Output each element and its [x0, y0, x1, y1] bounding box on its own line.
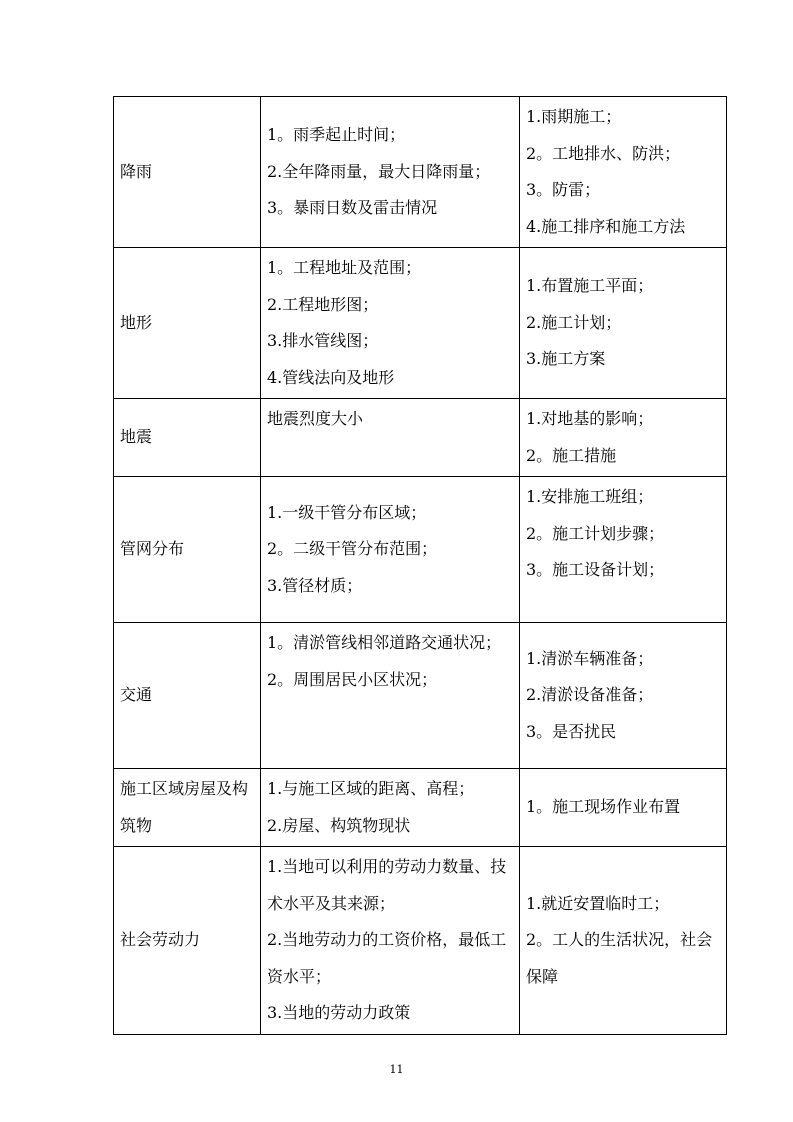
- purpose-line: 2。工人的生活状况，社会保障: [526, 930, 713, 986]
- page-number: 11: [389, 1063, 404, 1076]
- factor-cell: [114, 97, 261, 248]
- survey-cell: [261, 769, 520, 847]
- factor-label: 地震: [120, 427, 153, 447]
- purpose-line: 3。防雷；: [526, 180, 601, 199]
- purpose-cell: [520, 477, 727, 623]
- factor-cell: [114, 248, 261, 399]
- purpose-line: 4.施工排序和施工方法: [526, 216, 686, 236]
- table-row: [114, 477, 727, 623]
- purpose-line: 3。是否扰民: [526, 721, 617, 741]
- purpose-line: 1.布置施工平面；: [526, 276, 654, 296]
- survey-cell: [261, 97, 520, 248]
- purpose-line: 2。施工计划步骤；: [526, 523, 665, 543]
- purpose-line: 2。工地排水、防洪；: [526, 143, 681, 163]
- purpose-line: 1.雨期施工；: [526, 107, 622, 126]
- survey-line: 3.当地的劳动力政策: [267, 1003, 411, 1022]
- purpose-line: 1.安排施工班组；: [526, 487, 654, 506]
- purpose-line: 2.施工计划；: [526, 312, 622, 332]
- factor-cell: [114, 623, 261, 769]
- survey-table: [113, 96, 727, 1035]
- survey-cell: [261, 847, 520, 1035]
- survey-line: 1.当地可以利用的劳动力数量、技术水平及其来源；: [267, 857, 507, 913]
- factor-label: 施工区域房屋及构筑物: [120, 779, 249, 835]
- purpose-line: 3.施工方案: [526, 349, 606, 369]
- purpose-cell: [520, 769, 727, 847]
- survey-line: 1。雨季起止时间；: [267, 125, 406, 145]
- table-row: [114, 769, 727, 847]
- factor-cell: [114, 769, 261, 847]
- factor-label: 地形: [120, 312, 153, 332]
- survey-line: 2。周围居民小区状况；: [267, 669, 438, 689]
- survey-line: 2.房屋、构筑物现状: [267, 815, 411, 835]
- survey-line: 1。清淤管线相邻道路交通状况；: [267, 633, 502, 652]
- survey-line: 3.管径材质；: [267, 575, 363, 595]
- factor-label: 交通: [120, 685, 153, 705]
- table-row: [114, 399, 727, 477]
- survey-line: 3.排水管线图；: [267, 331, 379, 350]
- table-row: [114, 623, 727, 769]
- survey-line: 地震烈度大小: [267, 409, 364, 428]
- table-row: [114, 847, 727, 1035]
- purpose-cell: [520, 97, 727, 248]
- survey-line: 1.与施工区域的距离、高程；: [267, 779, 475, 798]
- table-row: [114, 248, 727, 399]
- purpose-line: 1.对地基的影响；: [526, 409, 654, 428]
- survey-cell: [261, 477, 520, 623]
- factor-cell: [114, 477, 261, 623]
- purpose-line: 1。施工现场作业布置: [526, 797, 681, 817]
- survey-line: 2.当地劳动力的工资价格，最低工资水平；: [267, 930, 507, 986]
- factor-label: 降雨: [120, 161, 153, 181]
- survey-table-body: [114, 97, 727, 1035]
- survey-line: 1。工程地址及范围；: [267, 258, 422, 277]
- purpose-cell: [520, 399, 727, 477]
- purpose-cell: [520, 623, 727, 769]
- survey-cell: [261, 248, 520, 399]
- factor-label: 社会劳动力: [120, 930, 201, 949]
- survey-cell: [261, 399, 520, 477]
- survey-line: 4.管线法向及地形: [267, 367, 395, 387]
- purpose-line: 1.就近安置临时工；: [526, 893, 670, 913]
- purpose-line: 3。施工设备计划；: [526, 560, 665, 579]
- factor-cell: [114, 399, 261, 477]
- purpose-line: 2。施工措施: [526, 445, 617, 465]
- survey-line: 2.全年降雨量，最大日降雨量；: [267, 161, 491, 181]
- purpose-line: 1.清淤车辆准备；: [526, 648, 654, 668]
- factor-label: 管网分布: [120, 539, 185, 559]
- purpose-line: 2.清淤设备准备；: [526, 685, 654, 705]
- survey-line: 1.一级干管分布区域；: [267, 502, 427, 522]
- purpose-cell: [520, 847, 727, 1035]
- survey-line: 3。暴雨日数及雷击情况: [267, 198, 438, 218]
- survey-line: 2。二级干管分布范围；: [267, 539, 438, 559]
- table-row: [114, 97, 727, 248]
- purpose-cell: [520, 248, 727, 399]
- factor-cell: [114, 847, 261, 1035]
- survey-cell: [261, 623, 520, 769]
- survey-line: 2.工程地形图；: [267, 294, 379, 314]
